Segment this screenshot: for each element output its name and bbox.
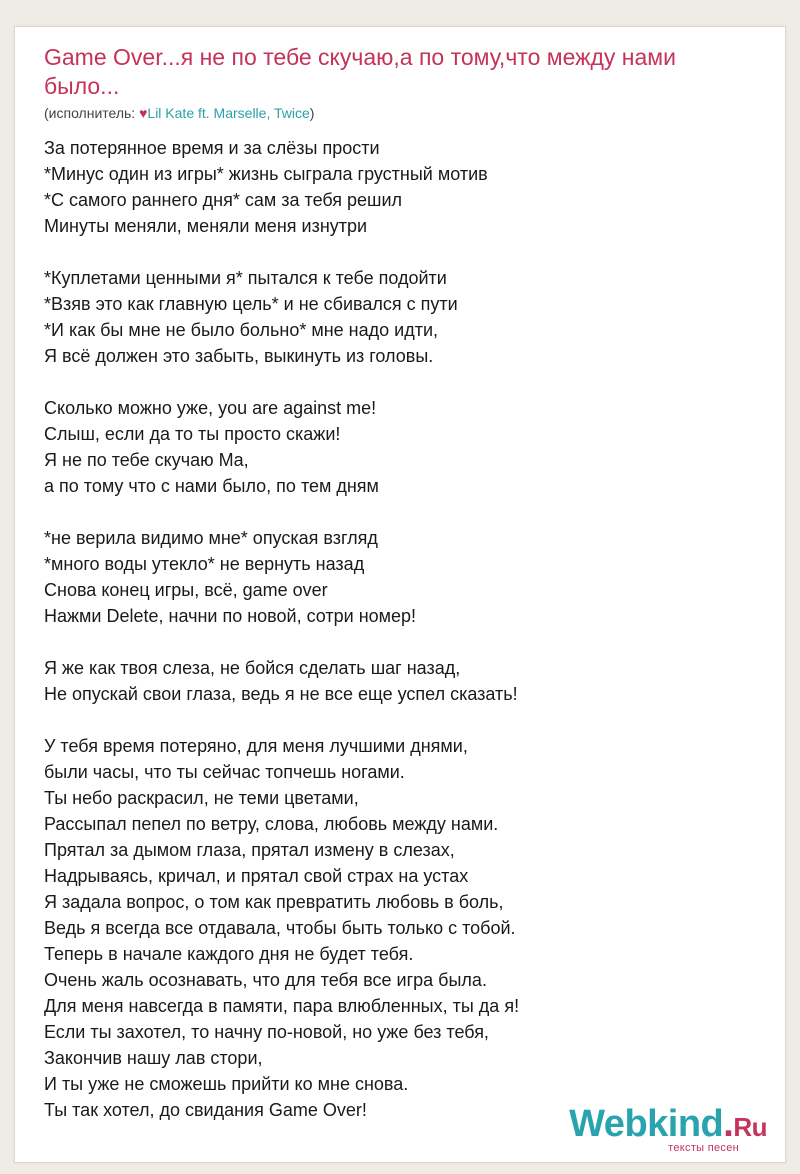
lyric-line: Я всё должен это забыть, выкинуть из головы. [44, 346, 434, 366]
lyric-line: У тебя время потеряно, для меня лучшими днями, [44, 736, 468, 756]
lyric-line: *не верила видимо мне* опуская взгляд [44, 528, 378, 548]
lyric-line: Очень жаль осознавать, что для тебя все игра была. [44, 970, 487, 990]
logo-main-text: Webkind [569, 1103, 724, 1145]
artist-prefix: (исполнитель: [44, 105, 140, 121]
lyric-line: Сколько можно уже, you are against me! [44, 398, 377, 418]
lyric-line: За потерянное время и за слёзы прости [44, 138, 380, 158]
artist-suffix: ) [309, 105, 315, 121]
artist-line [44, 104, 314, 122]
logo-dot: . [723, 1103, 734, 1145]
lyrics-stanza [44, 655, 764, 707]
lyric-line: Слыш, если да то ты просто скажи! [44, 424, 341, 444]
lyric-line: Ты небо раскрасил, не теми цветами, [44, 788, 359, 808]
lyric-line: *Минус один из игры* жизнь сыграла грустный мотив [44, 164, 488, 184]
lyric-line: Надрываясь, кричал, и прятал свой страх на устах [44, 866, 469, 886]
lyric-line: Ты так хотел, до свидания Game Over! [44, 1100, 367, 1120]
lyric-line: *С самого раннего дня* сам за тебя решил [44, 190, 403, 210]
lyric-line: Нажми Delete, начни по новой, сотри номер! [44, 606, 417, 626]
lyrics-stanza [44, 395, 764, 499]
lyric-line: *И как бы мне не было больно* мне надо идти, [44, 320, 439, 340]
lyric-line: а по тому что с нами было, по тем дням [44, 476, 379, 496]
lyric-line: Закончив нашу лав стори, [44, 1048, 263, 1068]
lyric-line: Для меня навсегда в памяти, пара влюбленных, ты да я! [44, 996, 520, 1016]
lyrics-stanza [44, 135, 764, 239]
lyric-line: Не опускай свои глаза, ведь я не все еще успел сказать! [44, 684, 518, 704]
lyric-line: *много воды утекло* не вернуть назад [44, 554, 365, 574]
lyrics-stanza [44, 265, 764, 369]
lyrics-body [44, 135, 764, 1149]
heart-icon: ♥ [139, 105, 148, 121]
lyric-line: Я задала вопрос, о том как превратить любовь в боль, [44, 892, 504, 912]
lyric-line: Если ты захотел, то начну по-новой, но уже без тебя, [44, 1022, 489, 1042]
lyric-line: Ведь я всегда все отдавала, чтобы быть только с тобой. [44, 918, 516, 938]
lyric-line: *Взяв это как главную цель* и не сбивался с пути [44, 294, 458, 314]
lyric-line: Теперь в начале каждого дня не будет тебя. [44, 944, 414, 964]
lyric-line: *Куплетами ценными я* пытался к тебе подойти [44, 268, 447, 288]
artist-link[interactable]: Lil Kate ft. Marselle, Twice [147, 105, 310, 121]
site-logo[interactable] [569, 1105, 767, 1154]
lyrics-stanza [44, 525, 764, 629]
lyric-line: были часы, что ты сейчас топчешь ногами. [44, 762, 405, 782]
lyric-line: И ты уже не сможешь прийти ко мне снова. [44, 1074, 409, 1094]
lyric-line: Прятал за дымом глаза, прятал измену в слезах, [44, 840, 455, 860]
lyric-line: Снова конец игры, всё, game over [44, 580, 328, 600]
logo-subtitle: тексты песен [668, 1142, 739, 1154]
song-title: Game Over...я не по тебе скучаю,а по тому,что между нами было... [44, 44, 676, 99]
lyrics-card [14, 26, 786, 1163]
lyric-line: Я же как твоя слеза, не бойся сделать шаг назад, [44, 658, 461, 678]
lyrics-stanza [44, 733, 764, 1123]
logo-tld: Ru [733, 1112, 767, 1142]
logo-wordmark [569, 1105, 767, 1146]
lyric-line: Рассыпал пепел по ветру, слова, любовь между нами. [44, 814, 499, 834]
lyric-line: Минуты меняли, меняли меня изнутри [44, 216, 368, 236]
lyric-line: Я не по тебе скучаю Ma, [44, 450, 249, 470]
